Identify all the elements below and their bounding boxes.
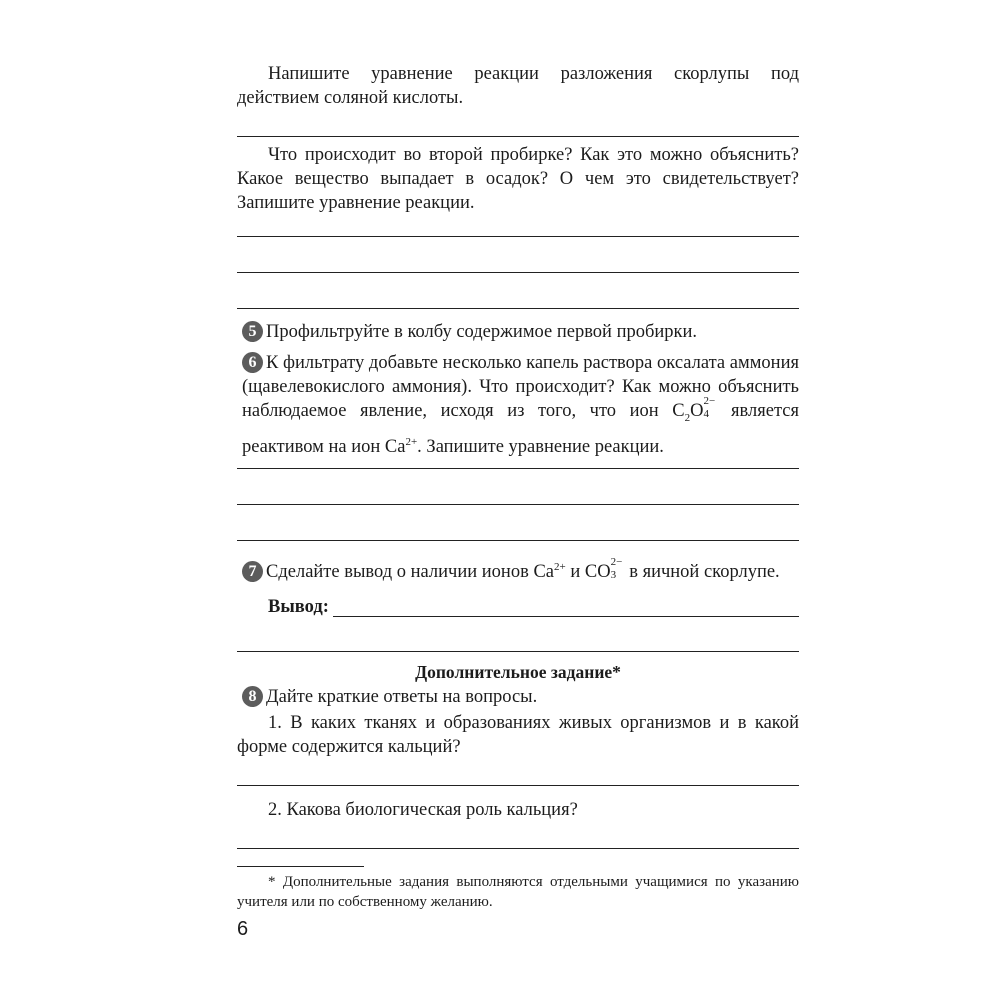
conclusion-label: Вывод: <box>268 597 329 617</box>
extra-task-heading: Дополнительное задание* <box>415 662 621 682</box>
answer-line[interactable] <box>237 272 799 273</box>
step-number-badge: 8 <box>242 686 263 707</box>
calcium-ion-formula: $Ca^{2+}$ <box>533 561 566 582</box>
step-number-badge: 6 <box>242 352 263 373</box>
answer-line[interactable] <box>237 308 799 309</box>
answer-line[interactable] <box>237 785 799 786</box>
step-8-text: Дайте краткие ответы на вопросы. <box>266 687 538 707</box>
conclusion-line[interactable] <box>333 616 799 617</box>
step-5 <box>242 320 799 344</box>
step-7-text-b: в яичной скорлупе. <box>624 562 780 582</box>
answer-line[interactable] <box>237 540 799 541</box>
footnote: * Дополнительные задания выполняются отдельными учащимися по указанию учителя или по собственному желанию. <box>237 874 799 910</box>
answer-line[interactable] <box>237 651 799 652</box>
step-6-text-b: является реактивом на ион <box>242 401 799 457</box>
instruction-write-equation: Напишите уравнение реакции разложения скорлупы под действием соляной кислоты. <box>237 64 799 108</box>
carbonate-ion-formula: CO 2− 3 <box>584 556 623 582</box>
step-6-text-c: . Запишите уравнение реакции. <box>417 437 664 457</box>
answer-line[interactable] <box>237 468 799 469</box>
step-6 <box>242 351 799 459</box>
question-2: 2. Какова биологическая роль кальция? <box>268 800 578 820</box>
question-1: 1. В каких тканях и образованиях живых организмов и в какой форме содержится кальций? <box>237 713 799 757</box>
answer-line[interactable] <box>237 136 799 137</box>
step-5-text: Профильтруйте в колбу содержимое первой пробирки. <box>266 322 698 342</box>
step-number-badge: 5 <box>242 321 263 342</box>
step-number-badge: 7 <box>242 561 263 582</box>
step-7-text-a: Сделайте вывод о наличии ионов <box>266 562 534 582</box>
footnote-divider <box>237 866 364 867</box>
calcium-ion-formula: $Ca^{2+}$ <box>384 436 418 457</box>
page-number: 6 <box>237 918 249 940</box>
answer-line[interactable] <box>237 236 799 237</box>
oxalate-ion-formula: $C_2O$ 2− 4 <box>672 395 716 424</box>
question-second-tube: Что происходит во второй пробирке? Как это можно объяснить? Какое вещество выпадает в осадок? О чем это свидетельствует? Запишите уравнение реакции. <box>237 145 799 213</box>
step-8 <box>242 685 799 709</box>
step-6-text-a: К фильтрату добавьте несколько капель раствора оксалата аммония (щавелевокислого аммония). Что происходит? Как можно объяснить наблюдаемое явление, исходя из того, что ион <box>242 353 799 421</box>
step-7: 7 Сделайте вывод о наличии ионов $Ca^{2+}$ и CO 2− 3 в яичной скорлупе. <box>242 555 799 584</box>
answer-line[interactable] <box>237 848 799 849</box>
answer-line[interactable] <box>237 504 799 505</box>
